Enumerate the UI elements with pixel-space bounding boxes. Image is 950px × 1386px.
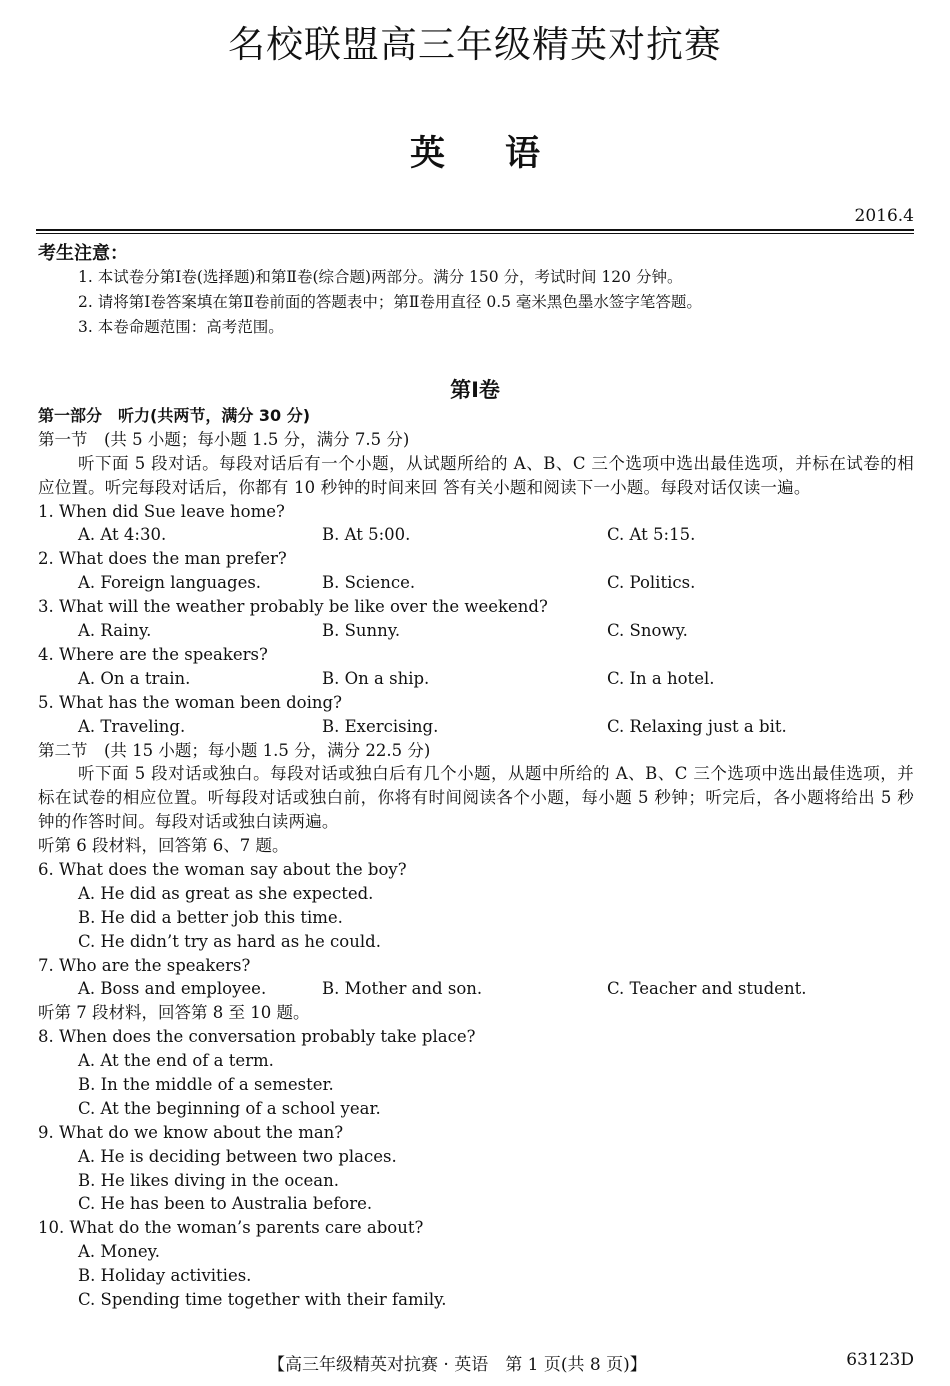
- option-a: A. He is deciding between two places.: [78, 1146, 397, 1166]
- section2-heading: 第二节 (共 15 小题；每小题 1.5 分，满分 22.5 分): [38, 740, 431, 760]
- header-rule: [36, 229, 914, 231]
- volume-title: 第Ⅰ卷: [450, 378, 500, 402]
- option-a: A. Boss and employee.: [78, 979, 267, 999]
- option-c: C. Relaxing just a bit.: [607, 716, 787, 736]
- option-c: C. In a hotel.: [607, 668, 715, 688]
- option-b: B. Mother and son.: [322, 979, 483, 999]
- question-1: 1. When did Sue leave home?: [38, 501, 285, 521]
- option-b: B. Holiday activities.: [78, 1266, 252, 1286]
- option-c: C. At 5:15.: [607, 525, 696, 545]
- option-c: C. Politics.: [607, 573, 696, 593]
- option-a: A. He did as great as she expected.: [78, 883, 374, 903]
- options-2: [38, 571, 914, 595]
- options-5: [38, 715, 914, 739]
- material-6-note: 听第 6 段材料，回答第 6、7 题。: [38, 836, 289, 856]
- question-7: 7. Who are the speakers?: [38, 955, 251, 975]
- option-a: A. On a train.: [78, 668, 191, 688]
- option-a: A. Foreign languages.: [78, 573, 262, 593]
- option-a: A. Traveling.: [78, 716, 186, 736]
- option-b: B. At 5:00.: [322, 525, 411, 545]
- section1-instructions: 听下面 5 段对话。每段对话后有一个小题，从试题所给的 A、B、C 三个选项中选出最佳选项，并标在试卷的相应位置。听完每段对话后，你都有 10 秒钟的时间来回 答有关小题和阅读下一小题。每段对话仅读一遍。: [38, 453, 914, 497]
- notice-heading: 考生注意：: [38, 243, 128, 264]
- option-b: B. Exercising.: [322, 716, 439, 736]
- option-b: B. In the middle of a semester.: [78, 1075, 334, 1095]
- option-b: B. On a ship.: [322, 668, 430, 688]
- part1-heading: 第一部分 听力(共两节，满分 30 分): [38, 406, 311, 425]
- footer-code: 63123D: [846, 1350, 914, 1370]
- question-10: 10. What do the woman’s parents care about?: [38, 1218, 424, 1238]
- option-c: C. Spending time together with their family.: [78, 1290, 447, 1310]
- header-rule-thin: [36, 233, 914, 234]
- question-6: 6. What does the woman say about the boy?: [38, 860, 407, 879]
- subject-title: 英语: [409, 133, 600, 174]
- section2-instructions: 听下面 5 段对话或独白。每段对话或独白后有几个小题，从题中所给的 A、B、C 三个选项中选出最佳选项，并标在试卷的相应位置。听每段对话或独白前，你将有时间阅读各个小题，每小题 5 秒钟；听完后，各小题将给出 5 秒钟的作答时间。每段对话或独白读两遍。: [38, 764, 914, 832]
- exam-content: [38, 404, 914, 1312]
- notice-item: 3. 本卷命题范围：高考范围。: [78, 318, 284, 336]
- question-4: 4. Where are the speakers?: [38, 644, 268, 664]
- option-b: B. Sunny.: [322, 621, 401, 641]
- option-b: B. He did a better job this time.: [78, 907, 343, 927]
- option-c: C. He didn’t try as hard as he could.: [78, 931, 381, 951]
- footer-page-info: 【高三年级精英对抗赛 · 英语 第 1 页(共 8 页)】: [268, 1355, 647, 1375]
- option-c: C. He has been to Australia before.: [78, 1194, 373, 1214]
- option-a: A. Money.: [78, 1242, 161, 1262]
- option-c: C. Teacher and student.: [607, 979, 807, 999]
- notice-item: 2. 请将第Ⅰ卷答案填在第Ⅱ卷前面的答题表中；第Ⅱ卷用直径 0.5 毫米黑色墨水签字笔答题。: [78, 293, 702, 311]
- options-1: [38, 523, 914, 547]
- notice-item: 1. 本试卷分第Ⅰ卷(选择题)和第Ⅱ卷(综合题)两部分。满分 150 分，考试时间 120 分钟。: [78, 268, 683, 286]
- section1-heading: 第一节 (共 5 小题；每小题 1.5 分，满分 7.5 分): [38, 429, 410, 449]
- question-3: 3. What will the weather probably be like over the weekend?: [38, 597, 548, 617]
- exam-title: 名校联盟高三年级精英对抗赛: [228, 23, 722, 66]
- question-5: 5. What has the woman been doing?: [38, 692, 342, 712]
- option-a: A. At 4:30.: [78, 525, 167, 545]
- option-a: A. Rainy.: [78, 621, 152, 641]
- exam-date: 2016.4: [854, 206, 914, 226]
- option-c: C. At the beginning of a school year.: [78, 1098, 381, 1118]
- options-3: [38, 619, 914, 643]
- option-b: B. He likes diving in the ocean.: [78, 1170, 339, 1190]
- option-c: C. Snowy.: [607, 621, 688, 641]
- options-4: [38, 667, 914, 691]
- option-a: A. At the end of a term.: [78, 1051, 274, 1071]
- material-7-note: 听第 7 段材料，回答第 8 至 10 题。: [38, 1003, 310, 1023]
- question-9: 9. What do we know about the man?: [38, 1122, 344, 1142]
- question-8: 8. When does the conversation probably take place?: [38, 1027, 476, 1047]
- options-7: [38, 977, 914, 1001]
- option-b: B. Science.: [322, 573, 416, 593]
- question-2: 2. What does the man prefer?: [38, 549, 287, 569]
